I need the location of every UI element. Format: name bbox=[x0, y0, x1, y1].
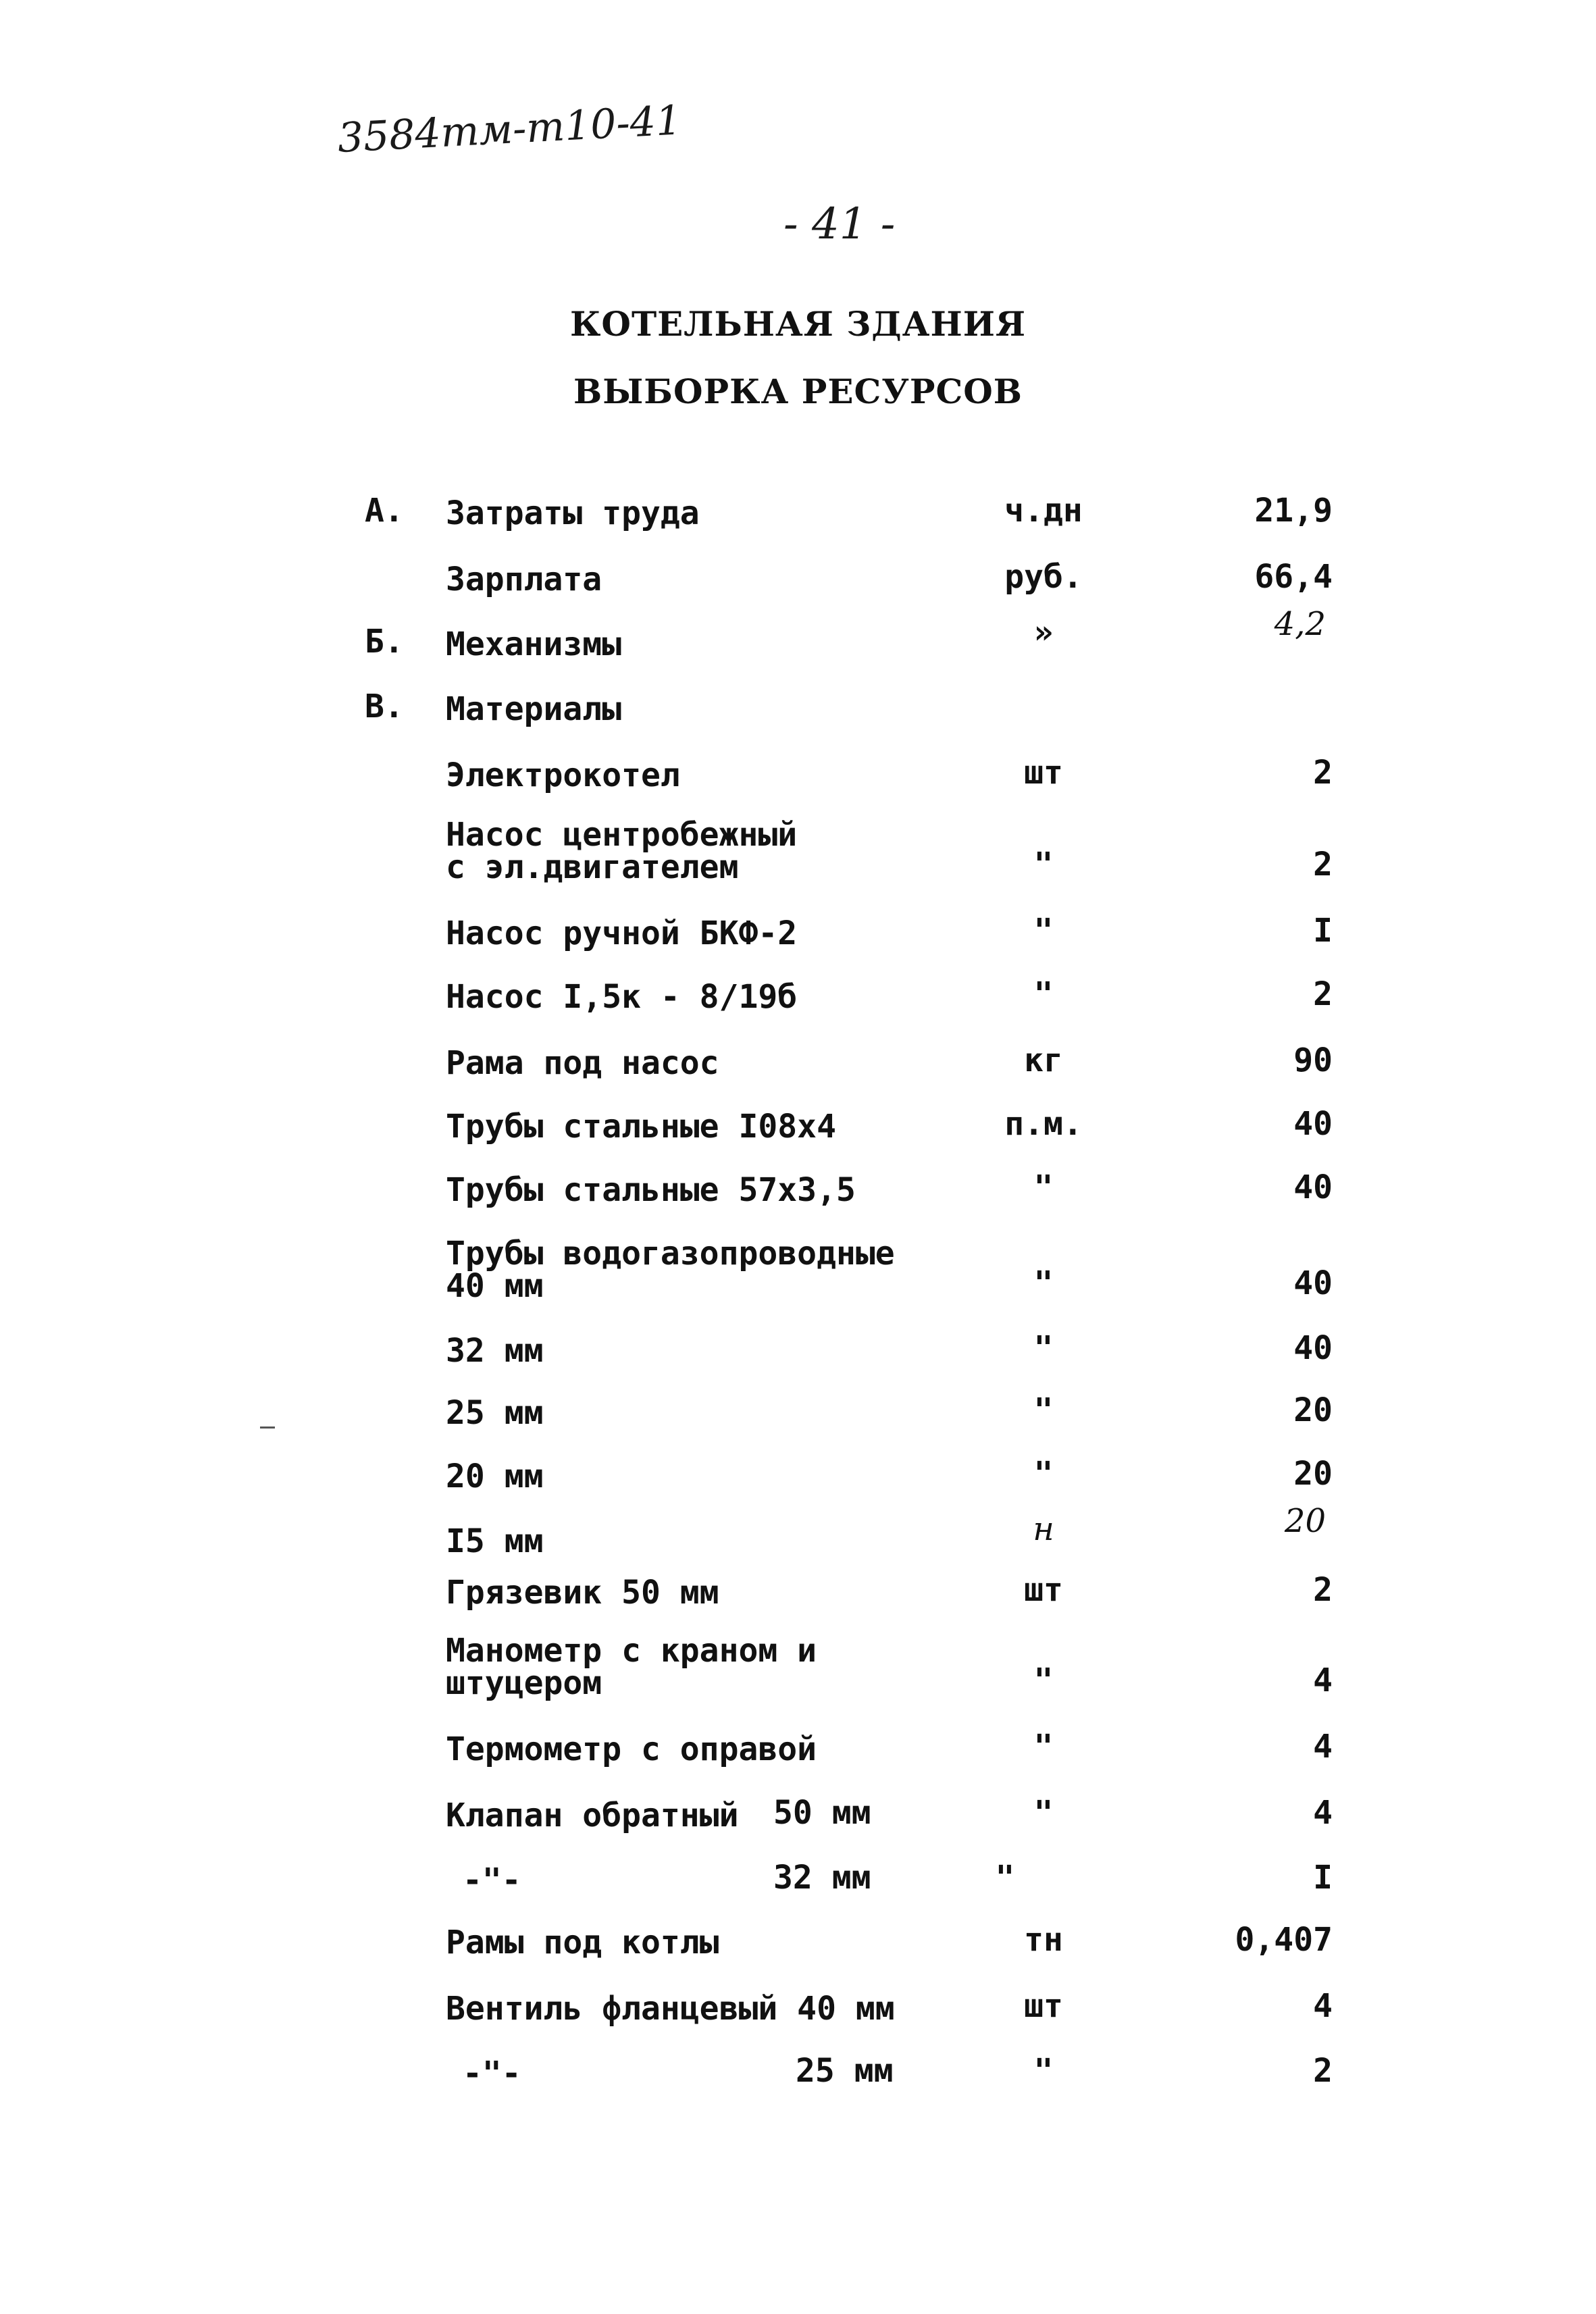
resource-qty: 21,9 bbox=[1254, 492, 1333, 530]
resource-unit: шт bbox=[1024, 754, 1063, 792]
resource-name: I5 мм bbox=[446, 1522, 544, 1560]
resource-name: 20 мм bbox=[446, 1458, 544, 1495]
resource-name: 32 мм bbox=[446, 1332, 544, 1370]
page-title: КОТЕЛЬНАЯ ЗДАНИЯ bbox=[569, 304, 1027, 344]
section-letter: В. bbox=[365, 688, 404, 725]
resource-qty: 4 bbox=[1313, 1728, 1333, 1766]
resource-name: Насос центробежный с эл.двигателем bbox=[446, 816, 798, 886]
resource-qty: I bbox=[1313, 1859, 1333, 1897]
resource-unit: " bbox=[1033, 1264, 1054, 1302]
resource-qty: 40 bbox=[1293, 1168, 1333, 1206]
resource-name: Трубы стальные I08х4 bbox=[446, 1108, 836, 1146]
resource-name: Механизмы bbox=[446, 625, 622, 663]
resource-size: 50 мм bbox=[773, 1794, 871, 1832]
table-row bbox=[0, 717, 1596, 792]
resource-unit: шт bbox=[1024, 1571, 1063, 1609]
table-row bbox=[0, 2015, 1596, 2090]
resource-qty: 4 bbox=[1313, 1662, 1333, 1699]
table-row bbox=[0, 939, 1596, 1016]
table-row bbox=[0, 521, 1596, 596]
resource-name: Грязевик 50 мм bbox=[446, 1574, 719, 1612]
resource-name: Материалы bbox=[446, 690, 622, 728]
resource-unit: " bbox=[1033, 1391, 1054, 1429]
resource-name: Зарплата bbox=[446, 561, 602, 598]
resource-unit: тн bbox=[1024, 1921, 1063, 1959]
resource-name: -"- bbox=[463, 1861, 521, 1899]
table-row bbox=[0, 1884, 1596, 1959]
document-code: 3584тм-т10-41 bbox=[336, 97, 683, 162]
table-row bbox=[0, 1535, 1596, 1612]
resource-name: 25 мм bbox=[446, 1394, 544, 1432]
table-row bbox=[0, 1757, 1596, 1832]
table-row bbox=[0, 1228, 1596, 1305]
resource-unit: руб. bbox=[1004, 558, 1083, 596]
resource-unit: " bbox=[1033, 1794, 1054, 1832]
table-row bbox=[0, 455, 1596, 530]
resource-unit: " bbox=[1033, 975, 1054, 1013]
resource-name: Клапан обратный bbox=[446, 1797, 739, 1834]
resource-qty: 20 bbox=[1293, 1391, 1333, 1429]
table-row bbox=[0, 1691, 1596, 1766]
resource-unit: н bbox=[1033, 1510, 1054, 1548]
resource-qty: 0,407 bbox=[1235, 1921, 1333, 1959]
resource-qty: 2 bbox=[1313, 846, 1333, 883]
resource-unit: " bbox=[995, 1859, 1015, 1897]
resource-qty: 40 bbox=[1293, 1105, 1333, 1143]
table-row bbox=[0, 809, 1596, 886]
table-row bbox=[0, 1132, 1596, 1209]
resource-unit: кг bbox=[1024, 1042, 1063, 1079]
resource-name: Вентиль фланцевый 40 мм bbox=[446, 1990, 895, 2028]
resource-qty: 20 bbox=[1284, 1502, 1326, 1540]
resource-qty: 4 bbox=[1313, 1987, 1333, 2025]
resource-name: Насос ручной БКФ-2 bbox=[446, 915, 798, 952]
table-row bbox=[0, 1625, 1596, 1702]
resource-size: 32 мм bbox=[773, 1859, 871, 1897]
resource-name: Рама под насос bbox=[446, 1044, 719, 1082]
resource-unit: ч.дн bbox=[1004, 492, 1083, 530]
resource-qty: 90 bbox=[1293, 1042, 1333, 1079]
resource-unit: " bbox=[1033, 1168, 1054, 1206]
resource-unit: " bbox=[1033, 846, 1054, 883]
table-row bbox=[0, 586, 1596, 661]
resource-unit: " bbox=[1033, 2052, 1054, 2090]
resource-name: -"- bbox=[463, 2055, 521, 2092]
resource-unit: " bbox=[1033, 1455, 1054, 1493]
resource-unit: п.м. bbox=[1004, 1105, 1083, 1143]
resource-qty: I bbox=[1313, 912, 1333, 950]
resource-name: Рамы под котлы bbox=[446, 1924, 719, 1961]
resource-unit: " bbox=[1033, 1329, 1054, 1367]
resource-qty: 20 bbox=[1293, 1455, 1333, 1493]
resource-name: Насос I,5к - 8/19б bbox=[446, 978, 798, 1016]
resource-name: Затраты труда bbox=[446, 494, 700, 532]
resource-qty: 2 bbox=[1313, 2052, 1333, 2090]
resource-unit: шт bbox=[1024, 1987, 1063, 2025]
page-subtitle: ВЫБОРКА РЕСУРСОВ bbox=[573, 371, 1023, 411]
table-row bbox=[0, 651, 1596, 728]
resource-qty: 40 bbox=[1293, 1264, 1333, 1302]
resource-qty: 4 bbox=[1313, 1794, 1333, 1832]
resource-unit: " bbox=[1033, 1728, 1054, 1766]
table-row bbox=[0, 1951, 1596, 2028]
resource-qty: 2 bbox=[1313, 975, 1333, 1013]
section-letter: А. bbox=[365, 492, 404, 530]
resource-unit: " bbox=[1033, 1662, 1054, 1699]
resource-qty: 66,4 bbox=[1254, 558, 1333, 596]
resource-name: Электрокотел bbox=[446, 756, 680, 794]
resource-name: Трубы водогазопроводные 40 мм bbox=[446, 1235, 895, 1305]
resource-qty: 2 bbox=[1313, 1571, 1333, 1609]
resource-qty: 4,2 bbox=[1274, 605, 1326, 643]
resource-name: Термометр с оправой bbox=[446, 1730, 817, 1768]
resource-unit: " bbox=[1033, 912, 1054, 950]
resource-qty: 40 bbox=[1293, 1329, 1333, 1367]
resource-name: Трубы стальные 57х3,5 bbox=[446, 1171, 856, 1209]
page-number: - 41 - bbox=[783, 199, 896, 249]
table-row bbox=[0, 1418, 1596, 1493]
resource-name: Манометр с краном и штуцером bbox=[446, 1632, 817, 1702]
resource-qty: 2 bbox=[1313, 754, 1333, 792]
resource-size: 25 мм bbox=[796, 2052, 894, 2090]
section-letter: Б. bbox=[365, 623, 404, 661]
resource-unit: » bbox=[1033, 613, 1054, 651]
